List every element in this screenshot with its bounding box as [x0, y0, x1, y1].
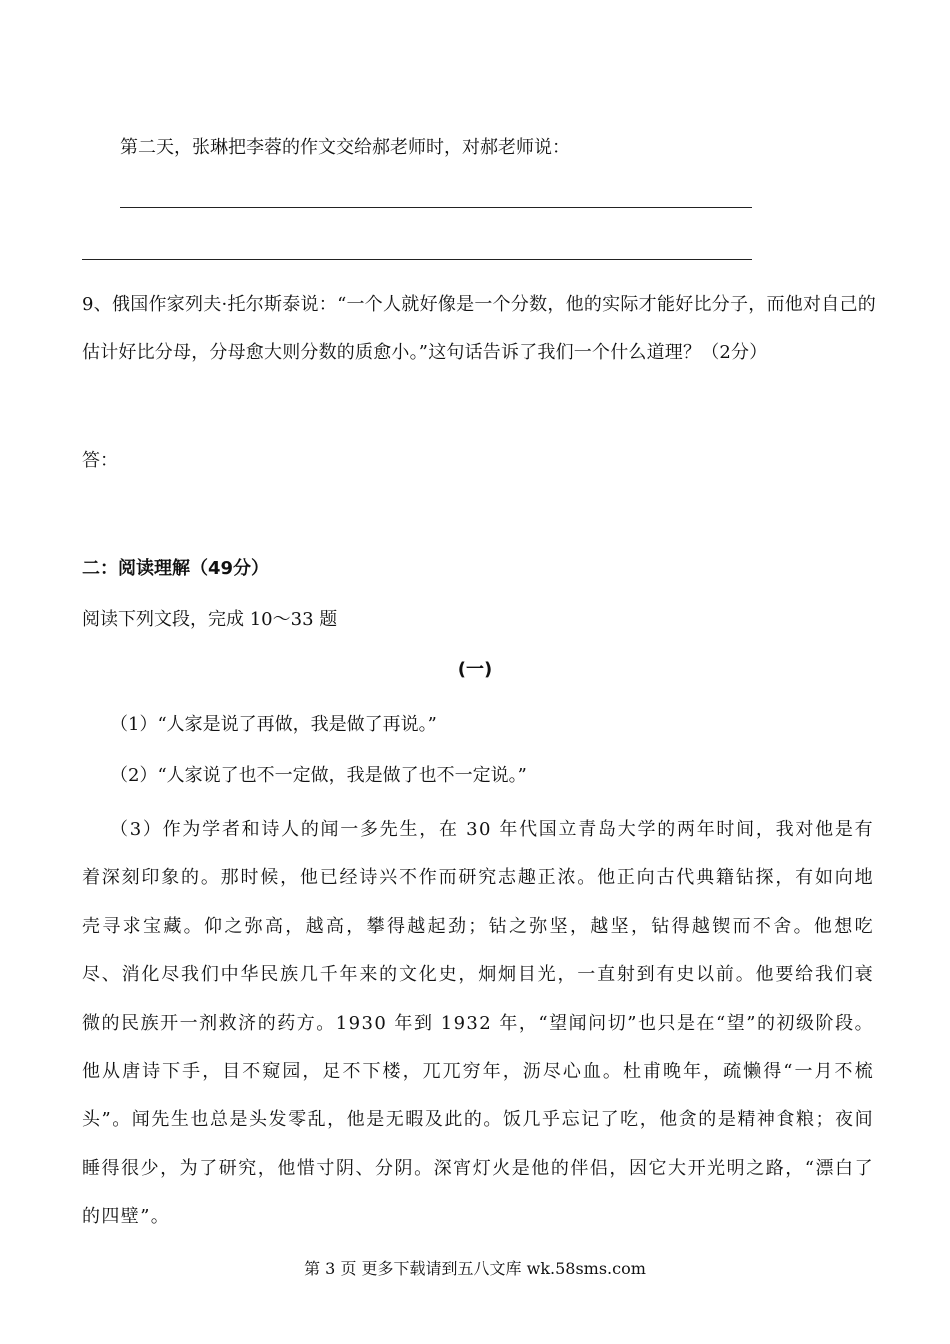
answer-line-1: [120, 207, 752, 208]
passage-paragraph-2: （2）“人家说了也不一定做，我是做了也不一定说。”: [110, 765, 527, 786]
q9-answer-label: 答：: [82, 450, 118, 471]
passage-paragraph-3: （3）作为学者和诗人的闻一多先生，在 30 年代国立青岛大学的两年时间，我对他是有着深刻印象的。那时候，他已经诗兴不作而研究志趣正浓。他正向古代典籍钻探，有如向地壳寻求宝藏。仰之弥高，越高，攀得越起劲；钻之弥坚，越坚，钻得越锲而不舍。他想吃尽、消化尽我们中华民族几千年来的文化史，炯炯目光，一直射到有史以前。他要给我们衰微的民族开一剂救济的药方。1930 年到 1932 年，“望闻问切”也只是在“望”的初级阶段。他从唐诗下手，目不窥园，足不下楼，兀兀穷年，沥尽心血。杜甫晚年，疏懒得“一月不梳头”。闻先生也总是头发零乱，他是无暇及此的。饭几乎忘记了吃，他贪的是精神食粮；夜间睡得很少，为了研究，他惜寸阴、分阴。深宵灯火是他的伴侣，因它大开光明之路，“漂白了的四壁”。: [82, 819, 874, 1228]
page-footer: 第 3 页 更多下载请到五八文库 wk.58sms.com: [304, 1259, 646, 1278]
passage-title: (一): [457, 659, 493, 680]
q8-intro: 第二天，张琳把李蓉的作文交给郝老师时，对郝老师说：: [120, 137, 570, 158]
section-heading: 二：阅读理解（49分）: [82, 558, 270, 579]
section-instruction: 阅读下列文段，完成 10～33 题: [82, 609, 338, 630]
answer-line-2: [82, 259, 752, 260]
q9-question: 9、俄国作家列夫·托尔斯泰说：“一个人就好像是一个分数，他的实际才能好比分子，而他对自己的估计好比分母，分母愈大则分数的质愈小。”这句话告诉了我们一个什么道理？（2分）: [82, 294, 876, 363]
passage-paragraph-1: （1）“人家是说了再做，我是做了再说。”: [110, 714, 437, 735]
